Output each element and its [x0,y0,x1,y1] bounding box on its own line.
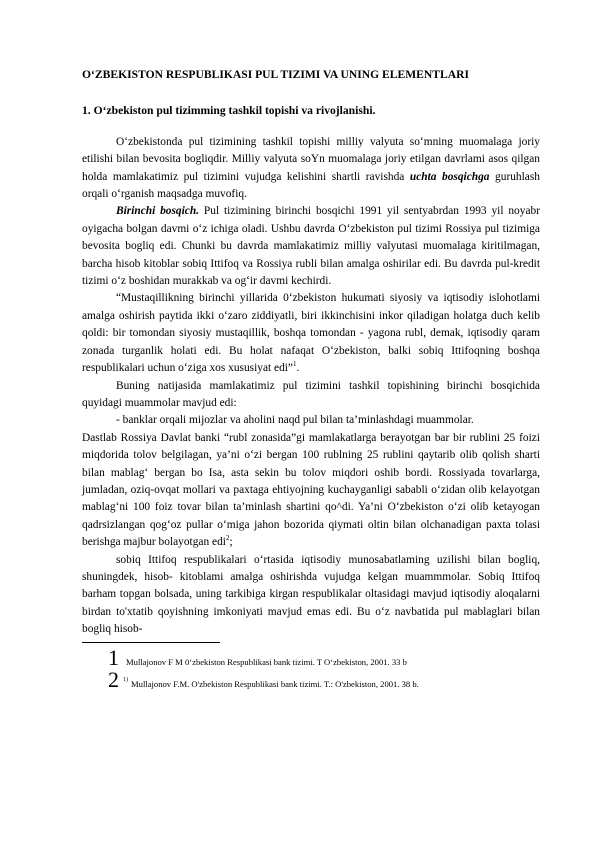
footnote-1 [82,644,540,670]
paragraph-quote-end: . [296,362,300,375]
footnotes [82,644,540,692]
paragraph-intro-text-a: O‘zbekistonda pul tizimining tashkil topishi milliy valyuta so‘mning muomalaga joriy etilishi bilan bevosita bogliqdir. Milliy valyuta soYn muomalaga joriy etilgan davrlami asos qilgan holda mamlakatimiz pul tizimini vujudga kelishini shartli ravishda [82,135,540,183]
paragraph-problem-cash: - banklar orqali mijozlar va aholini naqd pul bilan ta’minlashdagi muammolar. [116,414,474,427]
footnote-2 [82,666,540,692]
document-title: O‘ZBEKISTON RESPUBLIKASI PUL TIZIMI VA UNING ELEMENTLARI [82,68,469,81]
paragraph-quote-text: “Mustaqillikning birinchi yillarida 0‘zbekiston hukumati siyosiy va iqtisodiy islohotlami amalga oshirish paytida ikki o‘zaro ziddiyatli, biri ikkinchisini inkor qiladigan holatga duch kelib qoldi: bir tomondan siyosiy mustaqillik, boshqa tomondan - yagona rubl, demak, iqtisodiy qaram zonada turganlik holati edi. Bu holat nafaqat O‘zbekiston, balki sobiq Ittifoqning boshqa respublikalari uchun o‘ziga xos xususiyat edi” [82,292,540,375]
paragraph-quote [82,290,540,377]
paragraph-first-stage-text: Pul tizimining birinchi bosqichi 1991 yil sentyabrdan 1993 yil noyabr oyigacha bolgan davmi o‘z ichiga oladi. Ushbu davrda O‘zbekiston pul tizimi Rossiya pul tizimiga bevosita bogliq edi. Chunki bu davrda mamlakatimiz milliy valyutasi muomalaga kiritilmagan, barcha hisob kitoblar sobiq Ittifoq va Rossiya rubli bilan amalga oshirilar edi. Bu davrda pul-kredit tizimi o‘z boshidan murakkab va og‘ir davmi kechirdi. [82,205,540,288]
paragraph-intro [82,134,540,204]
paragraph-russia-bank-end: ; [229,536,233,549]
footnote-text: Mullajonov F.M. O'zbekiston Respublikasi bank tizimi. T.: O'zbekiston, 2001. 38 b. [131,678,419,689]
paragraph-problems-intro: Buning natijasida mamlakatimiz pul tizimini tashkil topishining birinchi bosqichida quyidagi muammolar mavjud edi: [82,379,540,409]
footnote-divider [82,642,220,643]
footnote-text: Mullajonov F M 0‘zbekiston Respublikasi bank tizimi. T O‘zbekiston, 2001. 33 b [126,656,407,667]
paragraph-intro-text-c: guruhlash orqali o‘rganish maqsadga muvofiq. [82,170,540,201]
footnote-ref-2: 2 [225,534,230,543]
paragraph-russia-bank-text: Dastlab Rossiya Davlat banki “rubl zonasida”gi mamlakatlarga berayotgan bar bir rublini 25 foizi miqdorida tolov belgilagan, ya’ni o‘zi bergan 100 rublning 25 rublini qaytarib olib qolish sharti bilan mablag‘ bergan bo Isa, asta sekin bu tolov miqdori oshib bordi. Rossiyada tovarlarga, jumladan, oziq-ovqat mollari va paxtaga ehtiyojning kuchayganligi sababli o‘zidan olib kelayotgan mablag‘ni 100 foiz tovar bilan ta’minlash shartini qo^di. Ya’ni O‘zbekiston o‘zi olib ketayogan qadrsizlangan qog‘oz pullar o‘miga jahon bozorida qiymati oltin bilan olchanadigan paxta tolasi berishga majbur bolayotgan edi [82,431,540,549]
footnote-number: 1 [108,644,119,670]
footnote-number: 2 [108,666,119,692]
paragraph-russia-bank [82,430,540,552]
section-heading: 1. O‘zbekiston pul tizimming tashkil topishi va rivojlanishi. [82,104,376,118]
paragraph-first-stage [82,203,540,290]
paragraph-soviet-relations: sobiq Ittifoq respublikalari o‘rtasida iqtisodiy munosabatlaming uzilishi bilan bogliq, shuningdek, hisob- kitoblami amalga oshirishda vujudga kelgan muammmolar. Sobiq Ittifoq barham topgan bolsada, uning tarkibiga kirgan respublikalar oltasidagi mavjud iqtisodiy aloqalarni birdan to'xtatib qoyishning imkoniyati mavjud emas edi. Bu o‘z navbatida pul mablaglari bilan bogliq hisob- [82,553,540,636]
emphasis-first-stage: Birinchi bosqich. [116,205,200,218]
emphasis-three-stages: uchta bosqichga [409,170,490,183]
footnote-sup: 1) [123,676,128,683]
footnote-ref-1: 1 [293,360,297,369]
